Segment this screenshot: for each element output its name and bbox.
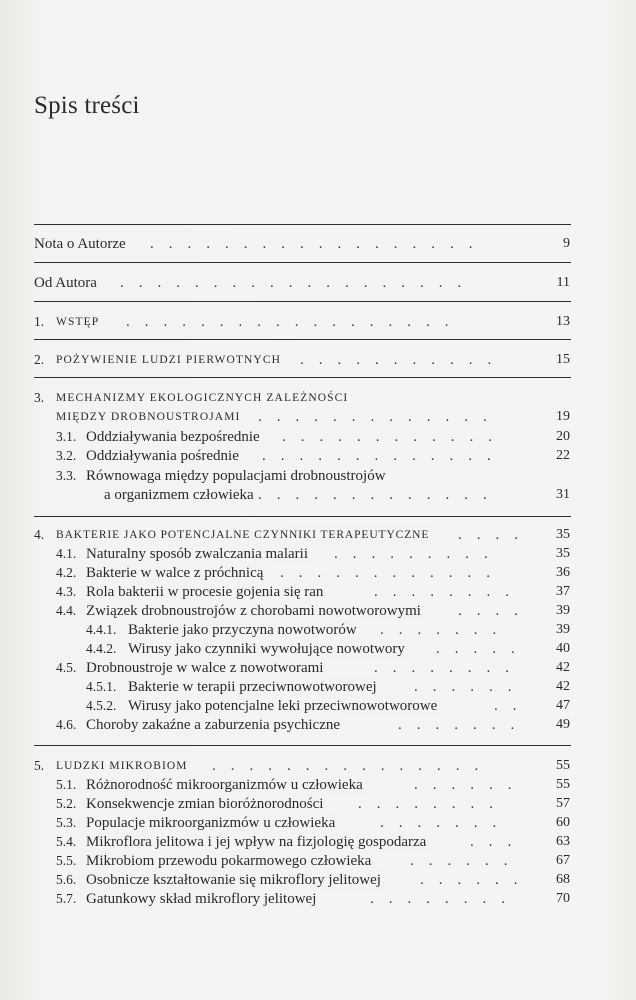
toc-entry (0, 851, 636, 871)
entry-number: 5.2. (56, 796, 77, 811)
leader-dots: . . . . . . (414, 679, 512, 695)
leader-dots: . . . . . . . . (374, 660, 509, 676)
entry-number: 3.3. (56, 468, 77, 483)
leader-dots: . . . . . . . . . . . . . . . . . . (126, 314, 449, 330)
toc-entry (0, 563, 636, 583)
entry-title: Bakterie w terapii przeciwnowotworowej (128, 677, 381, 697)
leader-dots: . . . . . (436, 641, 515, 657)
entry-page: 13 (556, 314, 570, 329)
entry-page: 15 (556, 352, 570, 367)
toc-entry (0, 446, 636, 466)
entry-title: Mikroflora jelitowa i jej wpływ na fizjologię gospodarza (86, 832, 430, 852)
entry-number: 5. (34, 758, 45, 773)
entry-page: 22 (556, 448, 570, 463)
leader-dots: . . . . . . (414, 777, 512, 793)
entry-title: Mikrobiom przewodu pokarmowego człowieka (86, 851, 375, 871)
leader-dots: . . . . (458, 603, 518, 619)
entry-page: 39 (556, 603, 570, 618)
leader-dots: . . . . . . . . (370, 891, 505, 907)
entry-title: Rola bakterii w procesie gojenia się ran (86, 582, 327, 602)
entry-number: 5.6. (56, 872, 77, 887)
toc-entry (0, 407, 636, 427)
entry-page: 55 (556, 777, 570, 792)
toc-entry (0, 350, 636, 370)
divider (34, 224, 571, 225)
leader-dots: . . . . . . . . . . . . . (258, 409, 487, 425)
leader-dots: . . (494, 698, 517, 714)
entry-number: 4.5.1. (86, 679, 117, 694)
leader-dots: . . . . . . . . . . . . . . . . . . (150, 236, 473, 252)
entry-page: 42 (556, 660, 570, 675)
entry-number: 4.3. (56, 584, 77, 599)
toc-entry (0, 775, 636, 795)
toc-entry (0, 794, 636, 814)
entry-title: Wirusy jako potencjalne leki przeciwnowotworowe (128, 696, 441, 716)
leader-dots: . . . . . . . . . . . . (282, 429, 492, 445)
toc-entry (0, 639, 636, 659)
leader-dots: . . . . . . . . . . . . . (258, 487, 487, 503)
leader-dots: . . . . . . . . . . . . . . . . . . . (120, 275, 462, 291)
entry-page: 35 (556, 546, 570, 561)
entry-number: 4.6. (56, 717, 77, 732)
leader-dots: . . . . . . . (380, 622, 497, 638)
toc-entry (0, 485, 636, 505)
entry-page: 40 (556, 641, 570, 656)
entry-page: 20 (556, 429, 570, 444)
entry-title: Drobnoustroje w walce z nowotworami (86, 658, 327, 678)
entry-page: 37 (556, 584, 570, 599)
entry-number: 5.7. (56, 891, 77, 906)
entry-page: 55 (556, 758, 570, 773)
entry-page: 35 (556, 527, 570, 542)
toc-entry (0, 273, 636, 293)
toc-entry (0, 870, 636, 890)
entry-page: 9 (563, 236, 570, 251)
entry-page: 19 (556, 409, 570, 424)
toc-entry (0, 312, 636, 332)
entry-number: 3. (34, 390, 45, 405)
leader-dots: . . . . . . . . . . . (300, 352, 492, 368)
entry-title: POŻYWIENIE LUDZI PIERWOTNYCH (56, 350, 285, 370)
leader-dots: . . . (470, 834, 512, 850)
entry-title: Oddziaływania pośrednie (86, 446, 243, 466)
entry-title: Bakterie jako przyczyna nowotworów (128, 620, 361, 640)
entry-title-line1: Równowaga między populacjami drobnoustrojów (86, 468, 386, 484)
entry-number: 5.3. (56, 815, 77, 830)
toc-entry (0, 696, 636, 716)
divider (34, 377, 571, 378)
entry-number: 4.4.2. (86, 641, 117, 656)
divider (34, 516, 571, 517)
toc-entry (0, 466, 636, 486)
leader-dots: . . . . (458, 527, 518, 543)
entry-number: 4.4.1. (86, 622, 117, 637)
entry-page: 49 (556, 717, 570, 732)
leader-dots: . . . . . . . . . (334, 546, 488, 562)
toc-entry (0, 813, 636, 833)
entry-title: Oddziaływania bezpośrednie (86, 427, 264, 447)
entry-page: 31 (556, 487, 570, 502)
entry-title: LUDZKI MIKROBIOM (56, 756, 192, 776)
entry-number: 4.1. (56, 546, 77, 561)
toc-entry (0, 601, 636, 621)
entry-number: 4.2. (56, 565, 77, 580)
entry-title: Populacje mikroorganizmów u człowieka (86, 813, 339, 833)
toc-entry (0, 582, 636, 602)
toc-entry (0, 832, 636, 852)
entry-title: BAKTERIE JAKO POTENCJALNE CZYNNIKI TERAPEUTYCZNE (56, 525, 433, 545)
entry-page: 70 (556, 891, 570, 906)
entry-page: 60 (556, 815, 570, 830)
divider (34, 339, 571, 340)
leader-dots: . . . . . . (420, 872, 518, 888)
toc-entry (0, 544, 636, 564)
divider (34, 301, 571, 302)
entry-title: Związek drobnoustrojów z chorobami nowotworowymi (86, 601, 425, 621)
leader-dots: . . . . . . . . (374, 584, 509, 600)
entry-page: 68 (556, 872, 570, 887)
toc-entry (0, 427, 636, 447)
leader-dots: . . . . . . . . . . . . . . . (212, 758, 479, 774)
divider (34, 262, 571, 263)
entry-number: 3.1. (56, 429, 77, 444)
leader-dots: . . . . . . (410, 853, 508, 869)
entry-title: Różnorodność mikroorganizmów u człowieka (86, 775, 367, 795)
entry-number: 3.2. (56, 448, 77, 463)
toc-entry (0, 677, 636, 697)
entry-title: Gatunkowy skład mikroflory jelitowej (86, 889, 320, 909)
entry-number: 4.5. (56, 660, 77, 675)
entry-title-line2: a organizmem człowieka (104, 485, 258, 505)
entry-number: 1. (34, 314, 45, 329)
leader-dots: . . . . . . . (398, 717, 515, 733)
toc-entry (0, 889, 636, 909)
entry-title: Choroby zakaźne a zaburzenia psychiczne (86, 715, 344, 735)
toc-entry (0, 388, 636, 408)
entry-number: 5.5. (56, 853, 77, 868)
entry-number: 5.4. (56, 834, 77, 849)
entry-title: Wirusy jako czynniki wywołujące nowotwory (128, 639, 409, 659)
toc-entry (0, 525, 636, 545)
entry-number: 4.5.2. (86, 698, 117, 713)
entry-title-line2: MIĘDZY DROBNOUSTROJAMI (56, 407, 244, 427)
entry-page: 67 (556, 853, 570, 868)
toc-entry (0, 620, 636, 640)
leader-dots: . . . . . . . . . . . . (280, 565, 490, 581)
leader-dots: . . . . . . . . (358, 796, 493, 812)
entry-page: 36 (556, 565, 570, 580)
toc-entry (0, 715, 636, 735)
leader-dots: . . . . . . . (380, 815, 497, 831)
entry-number: 4. (34, 527, 45, 542)
entry-page: 47 (556, 698, 570, 713)
entry-title: Bakterie w walce z próchnicą (86, 563, 267, 583)
entry-page: 42 (556, 679, 570, 694)
entry-title-line1: MECHANIZMY EKOLOGICZNYCH ZALEŻNOŚCI (56, 392, 349, 404)
entry-number: 5.1. (56, 777, 77, 792)
entry-title: Naturalny sposób zwalczania malarii (86, 544, 312, 564)
entry-page: 11 (556, 275, 570, 290)
entry-page: 39 (556, 622, 570, 637)
entry-number: 2. (34, 352, 45, 367)
toc-entry (0, 756, 636, 776)
entry-number: 4.4. (56, 603, 77, 618)
entry-title: Osobnicze kształtowanie się mikroflory jelitowej (86, 870, 385, 890)
divider (34, 745, 571, 746)
entry-page: 63 (556, 834, 570, 849)
leader-dots: . . . . . . . . . . . . . (262, 448, 491, 464)
entry-title: Nota o Autorze (34, 234, 130, 254)
page-title: Spis treści (34, 92, 140, 119)
toc-entry (0, 658, 636, 678)
entry-title: Konsekwencje zmian bioróżnorodności (86, 794, 327, 814)
entry-page: 57 (556, 796, 570, 811)
toc-entry (0, 234, 636, 254)
entry-title: WSTĘP (56, 312, 103, 332)
entry-title: Od Autora (34, 273, 101, 293)
